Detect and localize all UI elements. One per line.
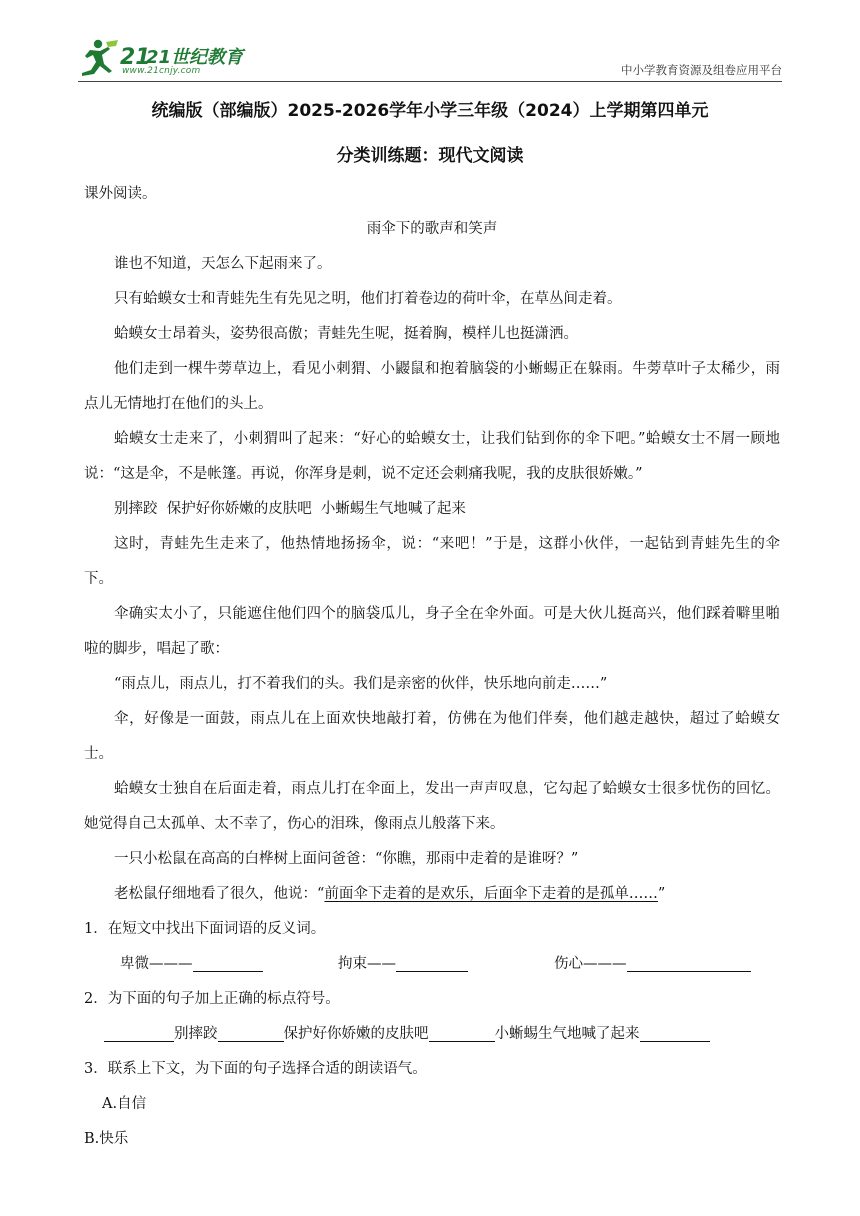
q1-item-3: 伤心——— — [554, 947, 751, 982]
document-body — [84, 177, 780, 1157]
story-paragraph: 蛤蟆女士独自在后面走着，雨点儿打在伞面上，发出一声声叹息，它勾起了蛤蟆女士很多忧伤的回忆。她觉得自己太孤单、太不幸了，伤心的泪珠，像雨点儿般落下来。 — [84, 781, 780, 832]
section-intro: 课外阅读。 — [84, 186, 157, 202]
answer-blank[interactable] — [193, 951, 263, 972]
punctuation-blank[interactable] — [640, 1021, 710, 1042]
header-divider — [78, 81, 782, 82]
punctuation-blank[interactable] — [429, 1021, 495, 1042]
option-a[interactable]: A.自信 — [102, 1096, 147, 1112]
page-header — [78, 38, 782, 82]
option-b[interactable]: B.快乐 — [84, 1131, 129, 1147]
answer-blank[interactable] — [627, 951, 751, 972]
question-2: 2．为下面的句子加上正确的标点符号。 — [84, 991, 340, 1007]
underlined-sentence: 前面伞下走着的是欢乐，后面伞下走着的是孤单…… — [324, 886, 658, 902]
answer-blank[interactable] — [396, 951, 468, 972]
q2-answer-row — [84, 1017, 780, 1052]
story-paragraph: 别摔跤 保护好你娇嫩的皮肤吧 小蜥蜴生气地喊了起来 — [114, 501, 466, 517]
story-paragraph: 蛤蟆女士走来了，小刺猬叫了起来：“好心的蛤蟆女士，让我们钻到你的伞下吧。”蛤蟆女士不屑一顾地说：“这是伞，不是帐篷。再说，你浑身是刺，说不定还会刺痛我呢，我的皮肤很娇嫩。” — [84, 431, 780, 482]
punctuation-blank[interactable] — [104, 1021, 174, 1042]
question-1: 1．在短文中找出下面词语的反义词。 — [84, 921, 326, 937]
document-subtitle: 分类训练题：现代文阅读 — [336, 146, 524, 166]
q1-answer-row — [84, 947, 780, 982]
story-paragraph: 伞确实太小了，只能遮住他们四个的脑袋瓜儿，身子全在伞外面。可是大伙儿挺高兴，他们踩着噼里啪啦的脚步，唱起了歌： — [84, 606, 780, 657]
story-paragraph: 蛤蟆女士昂着头，姿势很高傲；青蛙先生呢，挺着胸，模样儿也挺潇洒。 — [114, 326, 578, 342]
question-3: 3．联系上下文，为下面的句子选择合适的朗读语气。 — [84, 1061, 427, 1077]
punctuation-blank[interactable] — [218, 1021, 284, 1042]
q1-item-1: 卑微——— — [120, 947, 263, 982]
svg-text:21世纪教育: 21世纪教育 — [146, 47, 244, 68]
story-paragraph-last: 老松鼠仔细地看了很久，他说：“前面伞下走着的是欢乐，后面伞下走着的是孤单……” — [114, 886, 666, 902]
platform-name: 中小学教育资源及组卷应用平台 — [621, 63, 782, 77]
story-title: 雨伞下的歌声和笑声 — [366, 221, 498, 237]
svg-text:21: 21 — [120, 45, 151, 70]
document-title: 统编版（部编版）2025-2026学年小学三年级（2024）上学期第四单元 — [151, 101, 709, 121]
story-paragraph: 谁也不知道，天怎么下起雨来了。 — [114, 256, 332, 272]
story-paragraph: 只有蛤蟆女士和青蛙先生有先见之明，他们打着卷边的荷叶伞，在草丛间走着。 — [114, 291, 622, 307]
story-paragraph: 这时，青蛙先生走来了，他热情地扬扬伞，说：“来吧！”于是，这群小伙伴，一起钻到青蛙先生的伞下。 — [84, 536, 780, 587]
story-paragraph: “雨点儿，雨点儿，打不着我们的头。我们是亲密的伙伴，快乐地向前走……” — [114, 676, 608, 692]
logo-url: www.21cnjy.com — [122, 66, 201, 76]
q1-item-2: 拘束—— — [338, 947, 468, 982]
q2-sentence: 别摔跤 保护好你娇嫩的皮肤吧 小蜥蜴生气地喊了起来 — [104, 1017, 710, 1052]
story-paragraph: 一只小松鼠在高高的白桦树上面问爸爸：“你瞧，那雨中走着的是谁呀？” — [114, 851, 579, 867]
story-paragraph: 伞，好像是一面鼓，雨点儿在上面欢快地敲打着，仿佛在为他们伴奏，他们越走越快，超过了蛤蟆女士。 — [84, 711, 780, 762]
story-paragraph: 他们走到一棵牛蒡草边上，看见小刺猬、小鼹鼠和抱着脑袋的小蜥蜴正在躲雨。牛蒡草叶子太稀少，雨点儿无情地打在他们的头上。 — [84, 361, 780, 412]
